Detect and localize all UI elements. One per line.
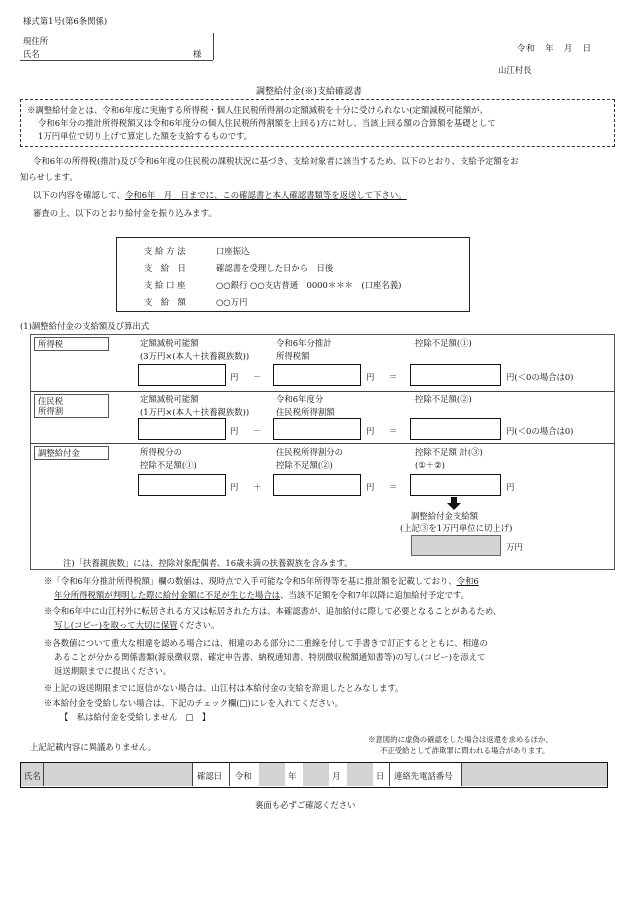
calc-divider-2 [30, 443, 615, 444]
calc-divider-1 [30, 391, 615, 392]
income-tax-col2-line2: 所得税額 [276, 351, 310, 361]
adjustment-tail: 円 [506, 482, 515, 492]
adjustment-plus: ＋ [253, 482, 262, 492]
note-1-line-2-end: です。 [444, 590, 470, 600]
note-5: ※本給付金を受給しない場合は、下記のチェック欄(□)にレを入れてください。 [44, 698, 343, 708]
notice-line-2: 令和6年分の推計所得税額又は令和6年度分の個人住民税所得割額を上回る)方に対し、当該上回る額の合算額を基礎として [38, 118, 496, 128]
resident-tax-amount-input[interactable] [273, 418, 361, 440]
down-arrow-icon [447, 497, 461, 511]
intro-line-3 [33, 189, 407, 201]
note-1-line-2-text: 、当該不足額を令和7年以降に追加給付予定 [280, 590, 445, 600]
adjustment-resident-shortfall-input[interactable] [273, 474, 361, 496]
resident-tax-col3: 控除不足額(②) [415, 394, 472, 404]
signature-name-label: 氏名 [24, 771, 41, 781]
payment-method-label: 支 給 方 法 [144, 246, 186, 256]
resident-tax-col2-line2: 住民税所得割額 [276, 407, 335, 417]
adjustment-income-shortfall-input[interactable] [138, 474, 226, 496]
name-label: 氏名 [23, 49, 40, 59]
decline-checkbox[interactable]: 【 私は給付金を受給しません □ 】 [60, 712, 211, 722]
intro-line-3-prefix: 以下の内容を確認して、 [33, 190, 125, 200]
signature-row [20, 762, 608, 788]
signature-era: 令和 [235, 771, 252, 781]
resident-tax-equals: ＝ [389, 426, 398, 436]
intro-line-2: 知らせします。 [20, 172, 78, 182]
payment-amount-value: ○○万円 [216, 297, 248, 307]
adjustment-yen-1: 円 [230, 482, 239, 492]
calc-footnote: 注)「扶養親族数」には、控除対象配偶者、16歳未満の扶養親族を含みます。 [63, 558, 353, 568]
adjustment-col2-line1: 住民税所得割分の [276, 447, 343, 457]
date-line: 令和 年 月 日 [517, 43, 592, 53]
income-tax-label: 所得税 [34, 337, 109, 351]
resident-tax-yen-1: 円 [230, 426, 239, 436]
payment-account-label: 支 給 口 座 [144, 280, 186, 290]
resident-tax-label [34, 394, 109, 418]
payment-amount-label: 支 給 額 [144, 297, 186, 307]
notice-box [20, 99, 615, 147]
signature-year-field[interactable] [259, 763, 285, 786]
name-vertical-rule [213, 33, 214, 60]
income-tax-col3: 控除不足額(①) [415, 338, 472, 348]
note-2-line-1: ※令和6年中に山江村外に転居される方又は転居された方は、本確認書が、追加給付に際して必要となることがあるため、 [44, 606, 502, 616]
footer-note: 裏面も必ずご確認ください [255, 800, 356, 810]
result-unit: 万円 [506, 542, 523, 552]
income-tax-estimated-input[interactable] [273, 364, 361, 386]
payment-date-value: 確認書を受理した日から 日後 [216, 263, 334, 273]
note-1-line-2 [54, 589, 469, 601]
signature-month-field[interactable] [303, 763, 329, 786]
income-tax-yen-1: 円 [230, 372, 239, 382]
notice-line-1: ※調整給付金とは、令和6年度に実施する所得税・個人住民税所得割の定額減税を十分に受けられない(定額減税可能額が、 [27, 105, 488, 115]
resident-tax-minus: － [253, 426, 262, 436]
address-label: 現住所 [23, 36, 49, 46]
adjustment-col2-line2: 控除不足額(②) [276, 460, 333, 470]
note-1-line-1-text: ※「令和6年分推計所得税額」欄の数値は、現時点で入手可能な令和5年所得等を基に推計額を記載しており、 [44, 576, 457, 586]
note-2-line-2 [54, 619, 219, 631]
confirm-warning-line2: 不正受給として詐欺罪に問われる場合があります。 [380, 746, 550, 755]
confirm-statement: 上記記載内容に異議ありません。 [30, 742, 157, 752]
resident-tax-label-line2: 所得割 [38, 406, 64, 416]
note-1-line-1 [44, 575, 479, 587]
resident-tax-col2-line1: 令和6年度分 [276, 394, 324, 404]
calc-heading: (1)調整給付金の支給額及び算出式 [20, 321, 150, 331]
confirm-warning-line1: ※意図的に虚偽の確認をした場合は返還を求めるほか、 [368, 735, 553, 744]
income-tax-yen-2: 円 [366, 372, 375, 382]
adjustment-yen-2: 円 [366, 482, 375, 492]
note-3-line-3: 返送期限までに提出ください。 [54, 666, 172, 676]
form-number: 様式第1号(第6条関係) [23, 16, 108, 26]
resident-tax-shortfall-input[interactable] [410, 418, 501, 440]
income-tax-col2-line1: 令和6年分推計 [276, 338, 332, 348]
resident-tax-yen-2: 円 [366, 426, 375, 436]
intro-line-4: 審査の上、以下のとおり給付金を振り込みます。 [33, 208, 217, 218]
note-3-line-1: ※各数値について重大な相違を認める場合には、相違のある部分に二重線を付して手書きで訂正するとともに、相違の [44, 638, 488, 648]
adjustment-equals: ＝ [389, 482, 398, 492]
signature-phone-label: 連絡先電話番号 [394, 771, 453, 781]
signature-date-label: 確認日 [197, 771, 223, 781]
honorific: 様 [193, 49, 202, 59]
note-3-line-2: あることが分かる関係書類(源泉徴収票、確定申告書、納税通知書、特別徴収税額通知書等)の写し(コピー)を添えて [54, 652, 486, 662]
payment-account-value: ○○銀行 ○○支店普通 0000＊＊＊ (口座名義) [216, 280, 402, 290]
adjustment-col1-line2: 控除不足額(①) [140, 460, 197, 470]
name-underline [20, 60, 213, 61]
resident-tax-col1-line2: (1万円×(本人＋扶養親族数)) [140, 407, 250, 417]
payment-info-box [116, 237, 470, 312]
income-tax-deduction-capacity-input[interactable] [138, 364, 226, 386]
income-tax-equals: ＝ [389, 372, 398, 382]
adjustment-col3-line2: (①＋②) [415, 460, 445, 470]
issuer: 山江村長 [498, 65, 532, 75]
income-tax-col1-line2: (3万円×(本人＋扶養親族数)) [140, 351, 250, 361]
signature-phone-field[interactable] [461, 763, 607, 786]
resident-tax-col1-line1: 定額減税可能額 [140, 394, 199, 404]
resident-tax-label-line1: 住民税 [38, 396, 64, 406]
note-4: ※上記の返送期限までに返信がない場合は、山江村は本給付金の支給を辞退したとみなします。 [44, 683, 404, 693]
payment-method-value: 口座振込 [216, 246, 250, 256]
intro-line-1: 令和6年の所得税(推計)及び令和6年度の住民税の課税状況に基づき、支給対象者に該当するため、以下のとおり、支給予定額をお [33, 156, 519, 166]
phone-divider [389, 763, 390, 786]
note-2-line-2-text: ください。 [177, 620, 220, 630]
note-1-line-1-underlined: 令和6 [456, 576, 479, 586]
page-title: 調整給付金(※)支給確認書 [256, 87, 363, 97]
income-tax-tail: 円(＜0の場合は0) [506, 372, 574, 382]
income-tax-shortfall-input[interactable] [410, 364, 501, 386]
resident-tax-deduction-capacity-input[interactable] [138, 418, 226, 440]
adjustment-payment-amount-field[interactable] [411, 535, 501, 556]
note-1-underlined-a: 年分所得税額が判明した際に給付金額に不足が生じた場合は [54, 590, 281, 600]
payment-date-label: 支 給 日 [144, 263, 186, 273]
adjustment-total-shortfall-input[interactable] [410, 474, 501, 496]
signature-year-unit: 年 [288, 771, 297, 781]
adjustment-col3-line1: 控除不足額 計(③) [415, 447, 483, 457]
signature-day-unit: 日 [376, 771, 385, 781]
adjustment-col1-line1: 所得税分の [140, 447, 182, 457]
note-2-underlined: 写し(コピー)を取って大切に保管 [54, 620, 178, 630]
income-tax-col1-line1: 定額減税可能額 [140, 338, 199, 348]
signature-month-unit: 月 [332, 771, 341, 781]
return-deadline: 令和6年 月 日までに、この確認書と本人確認書類等を返送して下さい。 [124, 190, 407, 200]
signature-name-field[interactable] [44, 763, 193, 786]
income-tax-minus: － [253, 372, 262, 382]
result-label-line1: 調整給付金支給額 [411, 511, 478, 521]
notice-line-3: 1万円単位で切り上げて算定した額を支給するものです。 [38, 131, 253, 141]
signature-day-field[interactable] [347, 763, 373, 786]
resident-tax-tail: 円(＜0の場合は0) [506, 426, 574, 436]
adjustment-label: 調整給付金 [34, 446, 109, 460]
result-label-line2: (上記③を1万円単位に切上げ) [400, 523, 513, 533]
